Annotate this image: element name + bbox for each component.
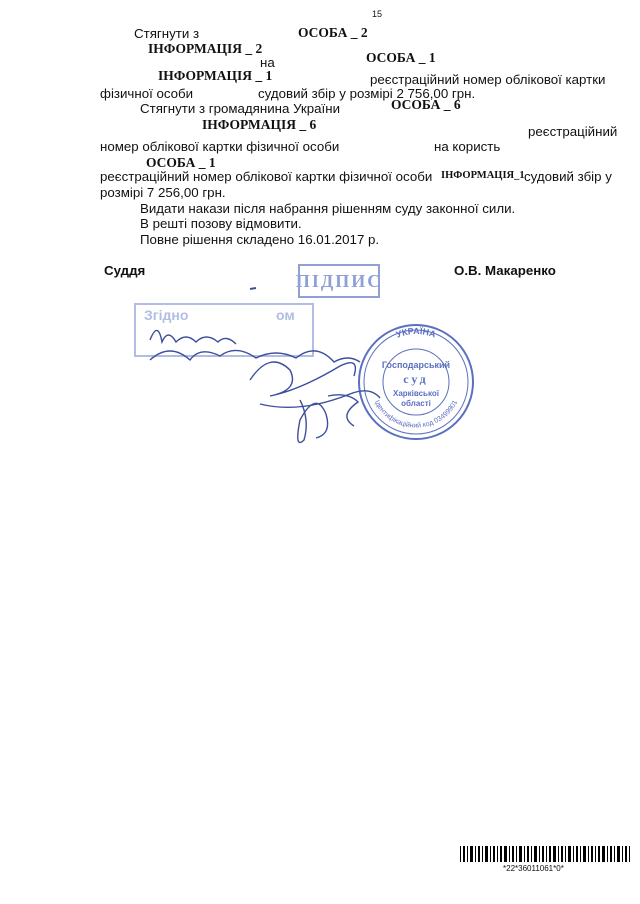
text-line: Стягнути з громадянина України	[140, 101, 340, 116]
text-line: розмірі 7 256,00 грн.	[100, 185, 226, 200]
seal-id-text: Ідентифікаційний код 03499901	[372, 399, 460, 430]
text-line: судовий збір у	[524, 169, 612, 184]
ink-mark	[250, 288, 256, 289]
redacted-name: ОСОБА _ 6	[391, 97, 461, 112]
redacted-name: ОСОБА _ 2	[298, 25, 368, 40]
seal-right-text-2: області	[401, 399, 431, 408]
podpys-stamp: ПІДПИС	[298, 264, 380, 298]
text-line: Повне рішення складено 16.01.2017 р.	[140, 232, 380, 247]
text-line: фізичної особи	[100, 86, 194, 101]
seal-left-text: Господарський	[381, 360, 451, 370]
page-number: 15	[372, 9, 383, 19]
text-line: судовий збір у розмірі 2 756,00 грн.	[258, 86, 476, 101]
text-line: на користь	[434, 139, 501, 154]
seal-text: УКРАЇНА	[394, 325, 438, 340]
text-line: реєстраційний номер облікової картки фізичної особи	[100, 169, 433, 184]
judge-label: Суддя	[104, 263, 146, 278]
text-line: реєстраційний	[528, 124, 618, 139]
text-line: В решті позову відмовити.	[140, 216, 302, 231]
barcode	[460, 846, 630, 862]
text-line: Видати накази після набрання рішенням суду законної сили.	[140, 201, 516, 216]
seal-right-text: Харківської	[392, 389, 440, 398]
court-seal	[359, 325, 473, 439]
zgidno-stamp-text: Згідно	[144, 307, 189, 323]
judge-name: О.В. Макаренко	[454, 263, 556, 278]
handwritten-signature	[150, 330, 380, 442]
redacted-info: ІНФОРМАЦІЯ_1	[441, 170, 525, 181]
redacted-info: ІНФОРМАЦІЯ _ 1	[158, 68, 273, 83]
redacted-info: ІНФОРМАЦІЯ _ 6	[202, 117, 317, 132]
text-line: реєстраційний номер облікової картки	[370, 72, 606, 87]
redacted-name: ОСОБА _ 1	[366, 50, 436, 65]
redacted-info: ІНФОРМАЦІЯ _ 2	[148, 41, 263, 56]
zgidno-stamp-text-tail: ом	[276, 307, 295, 323]
text-line: Стягнути з	[134, 26, 200, 41]
seal-center-text: суд	[403, 372, 429, 386]
text-line: на	[260, 55, 275, 70]
barcode-text: *22*36011061*0*	[503, 864, 564, 873]
text-line: номер облікової картки фізичної особи	[100, 139, 340, 154]
redacted-name: ОСОБА _ 1	[146, 155, 216, 170]
